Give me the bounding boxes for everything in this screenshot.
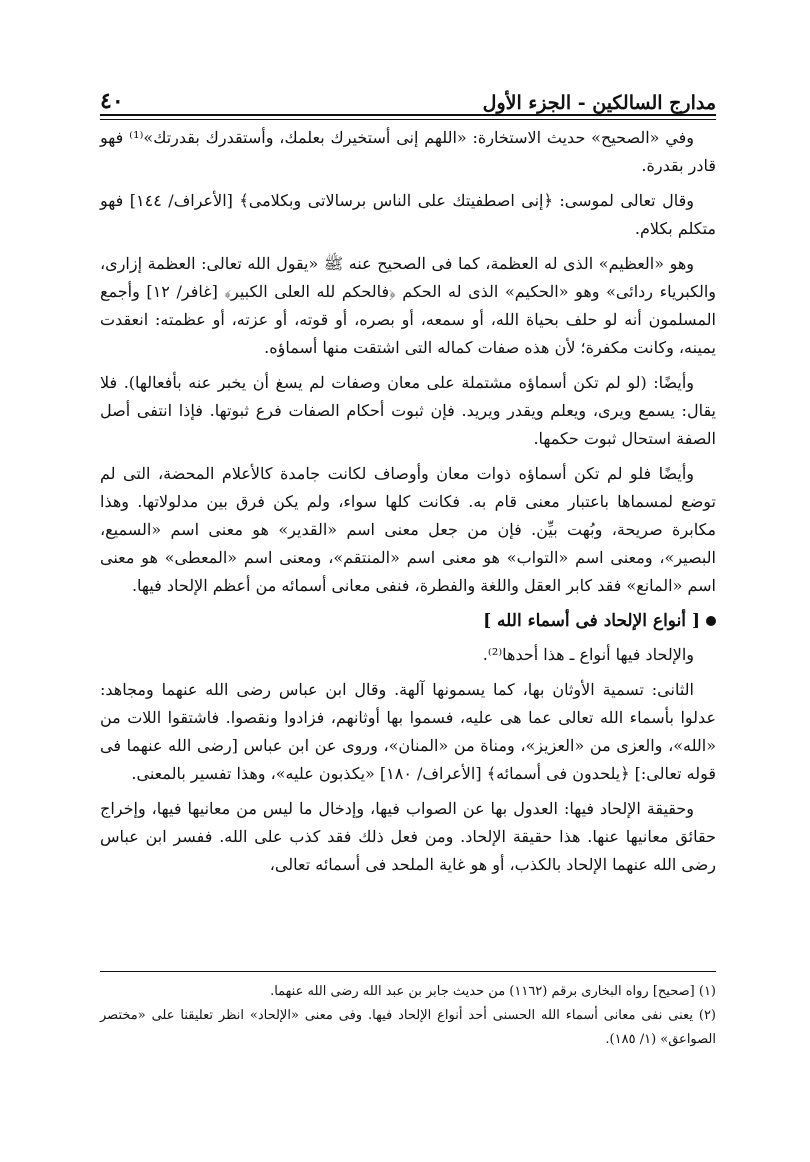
paragraph: وحقيقة الإلحاد فيها: العدول بها عن الصواب فيها، وإدخال ما ليس من معانيها فيها، وإخراج حقائق معانيها عنها. هذا حقيقة الإلحاد. ومن فعل ذلك فقد كذب على الله. ففسر ابن عباس رضى الله عنهما الإلحاد بالكذب، أو هو غاية الملحد فى أسمائه تعالى، (100, 799, 716, 874)
section-heading (100, 607, 716, 635)
footnote: (٢) يعنى نفى معانى أسماء الله الحسنى أحد أنواع الإلحاد فيها. وفى معنى «الإلحاد» انظر تعليقنا على «مختصر الصواعق» (١/ ١٨٥). (100, 1008, 716, 1047)
paragraph: وأيضًا فلو لم تكن أسماؤه ذوات معان وأوصاف لكانت جامدة كالأعلام المحضة، التى لم توضع لمسماها باعتبار معنى قام به. فكانت كلها سواء، ولم يكن فرق بين مدلولاتها. وهذا مكابرة صريحة، وبُهت بيِّن. فإن من جعل معنى اسم «القدير» هو معنى اسم «السميع، البصير»، ومعنى اسم «التواب» هو معنى اسم «المنتقم»، ومعنى اسم «المعطى» هو معنى اسم «المانع» فقد كابر العقل واللغة والفطرة، فنفى معانى أسمائه من أعظم الإلحاد فيها. (100, 464, 717, 595)
running-header (100, 78, 716, 114)
paragraph: وهو «العظيم» الذى له العظمة، كما فى الصحيح عنه ﷺ «يقول الله تعالى: العظمة إزارى، والكبرياء ردائى» وهو «الحكيم» الذى له الحكم ﴿فالحكم لله العلى الكبير﴾ [غافر/ ١٢] وأجمع المسلمون أنه لو حلف بحياة الله، أو سمعه، أو بصره، أو قوته، أو عزته، أو عظمته: انعقدت يمينه، وكانت مكفرة؛ لأن هذه صفات كماله التى اشتقت منها أسماؤه. (100, 254, 717, 357)
header-rule (100, 114, 716, 120)
section-intro: والإلحاد فيها أنواع ـ هذا أحدها⁽²⁾. (482, 645, 694, 664)
paragraph: وقال تعالى لموسى: ﴿إنى اصطفيتك على الناس برسالاتى وبكلامى﴾ [الأعراف/ ١٤٤] فهو متكلم بكلام. (100, 191, 716, 238)
footnote-rule (100, 971, 716, 972)
footnotes (100, 980, 716, 1052)
main-text (100, 124, 716, 886)
footnote: (١) [صحيح] رواه البخارى برقم (١١٦٢) من حديث جابر بن عبد الله رضى الله عنهما. (270, 984, 716, 999)
section-heading-text: [ أنواع الإلحاد فى أسماء الله ] (483, 611, 700, 631)
page-number: ٤٠ (100, 88, 124, 114)
bullet-icon (706, 616, 716, 626)
paragraph: الثانى: تسمية الأوثان بها، كما يسمونها آلهة. وقال ابن عباس رضى الله عنهما ومجاهد: عدلوا بأسماء الله تعالى عما هى عليه، فسموا بها أوثانهم، فزادوا ونقصوا. فاشتقوا اللات من «الله»، والعزى من «العزيز»، ومناة من «المنان»، وروى عن ابن عباس [رضى الله عنهما فى قوله تعالى:] ﴿يلحدون فى أسمائه﴾ [الأعراف/ ١٨٠] «يكذبون عليه»، وهذا تفسير بالمعنى. (100, 680, 716, 783)
header-title: مدارج السالكين - الجزء الأول (482, 92, 716, 114)
paragraph: وأيضًا: (لو لم تكن أسماؤه مشتملة على معان وصفات لم يسغ أن يخبر عنه بأفعالها). فلا يقال: يسمع ويرى، ويعلم ويقدر ويريد. فإن ثبوت أحكام الصفات فرع ثبوتها. فإذا انتفى أصل الصفة استحال ثبوت حكمها. (100, 373, 716, 448)
paragraph: وفي «الصحيح» حديث الاستخارة: «اللهم إنى أستخيرك بعلمك، وأستقدرك بقدرتك»⁽¹⁾ فهو قادر بقدرة. (100, 128, 716, 175)
